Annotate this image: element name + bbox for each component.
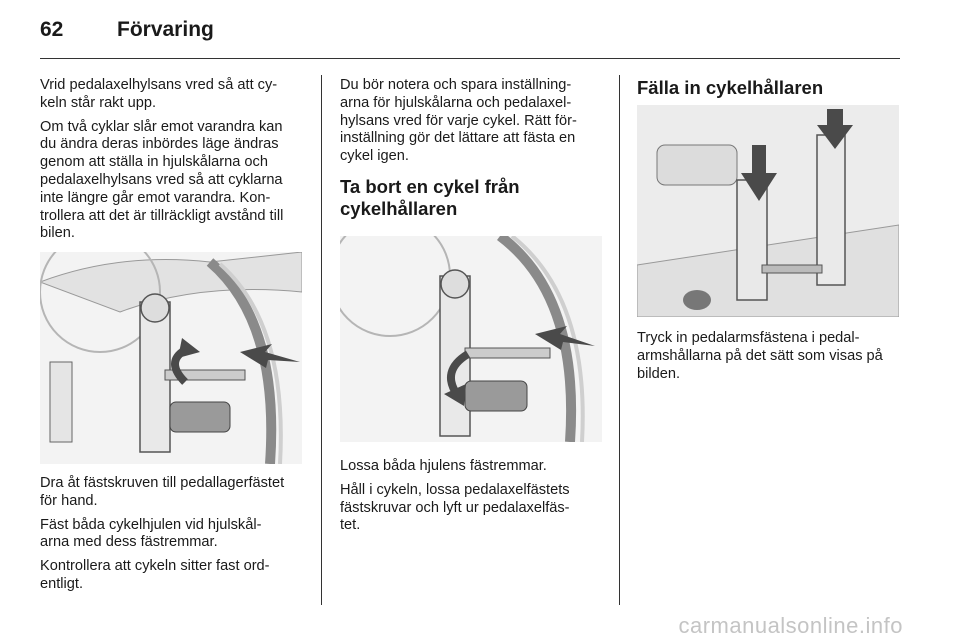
paragraph: Du bör notera och spara inställning- arna för hjulskålarna och pedalaxel- hylsans vred för varje cykel. Rätt för- inställning gör det lättare att fästa en cykel igen.: [340, 77, 577, 165]
paragraph: Lossa båda hjulens fästremmar.: [340, 458, 547, 474]
header-rule: [40, 58, 900, 59]
column-3-lower: [637, 330, 903, 389]
paragraph: Håll i cykeln, lossa pedalaxelfästets fästskruvar och lyft ur pedalaxelfäs- tet.: [340, 481, 570, 534]
page-number: 62: [40, 18, 64, 41]
paragraph: Fäst båda cykelhjulen vid hjulskål- arna med dess fästremmar.: [40, 516, 262, 551]
illustration-remove-bike: [340, 236, 602, 442]
column-1: [40, 77, 306, 249]
column-3: [637, 77, 903, 99]
illustration-pedal-mount: [40, 252, 302, 464]
paragraph: Om två cyklar slår emot varandra kan du ändra deras inbördes läge ändras genom att ställa in hjulskålarna och pedalaxelhylsans vred så att cyklarna inte längre går emot varandra. Kon- trollera att det är tillräckligt avstånd till bilen.: [40, 118, 284, 242]
page-header: [40, 18, 900, 58]
illustration-fold-holder: [637, 105, 899, 317]
paragraph: Vrid pedalaxelhylsans vred så att cy- keln står rakt upp.: [40, 77, 278, 111]
section-heading: Fälla in cykelhållaren: [637, 77, 824, 98]
column-1-lower: [40, 475, 306, 600]
paragraph: Tryck in pedalarmsfästena i pedal- armshållarna på det sätt som visas på bilden.: [637, 330, 883, 382]
watermark: carmanualsonline.info: [678, 613, 903, 638]
column-2-lower: [340, 458, 606, 541]
paragraph: Kontrollera att cykeln sitter fast ord- entligt.: [40, 558, 270, 592]
page-title: Förvaring: [117, 18, 214, 41]
column-divider: [619, 75, 620, 605]
column-divider: [321, 75, 322, 605]
section-heading: Ta bort en cykel från cykelhållaren: [340, 175, 520, 219]
paragraph: Dra åt fästskruven till pedallagerfästet för hand.: [40, 475, 285, 509]
column-2: [340, 77, 606, 220]
